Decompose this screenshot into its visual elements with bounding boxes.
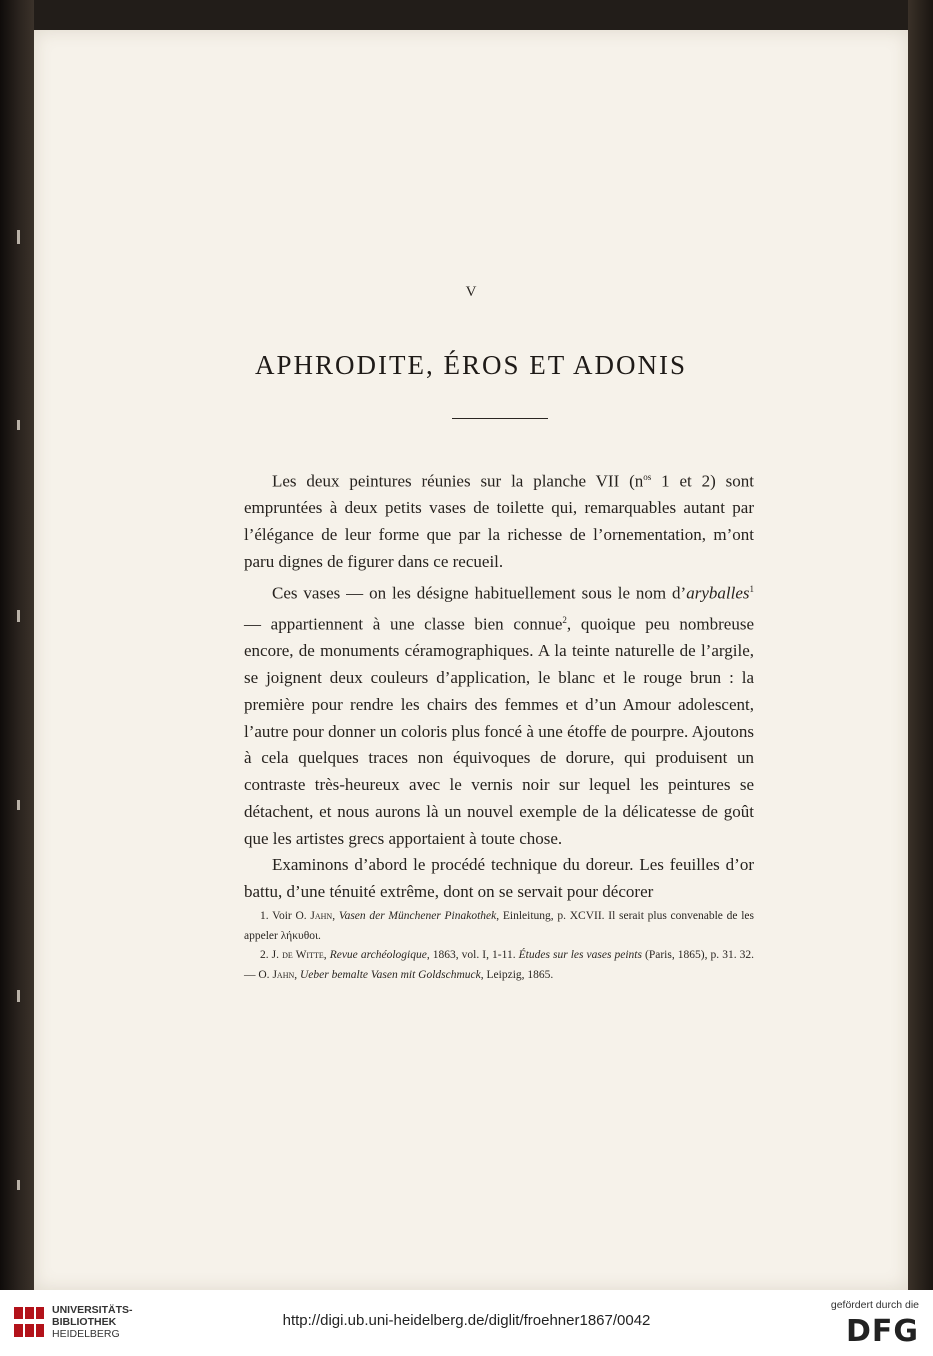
text-segment: (Paris, 1865), p. 31. 32. — O.	[244, 949, 754, 981]
binding-stitch	[17, 420, 20, 430]
text-segment: de Witte	[282, 949, 324, 961]
library-city: HEIDELBERG	[52, 1328, 120, 1340]
text-segment: Ueber bemalte Vasen mit Goldschmuck	[300, 968, 481, 981]
text-segment: Jahn	[272, 968, 295, 981]
chapter-number: V	[465, 284, 477, 300]
text-segment: Jahn	[310, 910, 333, 922]
text-segment: ,	[332, 910, 339, 922]
page-edge	[908, 0, 933, 1290]
book-binding	[0, 0, 34, 1290]
text-segment: , quoique peu nombreuse encore, de monuments céramographiques. A la teinte naturelle de l’argile, se joignent deux couleurs d’application, le blanc et le rouge brun : la première pour rendre les chairs des femmes et d’un Amour adolescent, l’autre pour donner un coloris plus foncé à une étoffe de pourpre. Ajoutons à cela quelques traces non équivoques de dorure, qui produisent un contraste très-heureux avec le vernis noir sur lequel les peintures se détachent, et nous aurons là un nouvel exemple de la délicatesse de goût que les artistes grecs apportaient à toute chose.	[244, 614, 755, 848]
viewer-footer	[0, 1290, 933, 1356]
body-paragraph	[244, 576, 754, 853]
body-paragraph	[244, 852, 754, 906]
text-segment: , Einleitung, p. XCVII. Il serait plus convenable de les appeler λήκυθοι.	[244, 910, 754, 942]
text-segment: Vasen der Münchener Pinakothek	[338, 910, 497, 922]
footnote	[244, 946, 754, 985]
binding-stitch	[17, 610, 20, 622]
sponsor-caption: gefördert durch die	[830, 1299, 919, 1311]
text-segment: 1 et 2) sont empruntées à deux petits vases de toilette qui, remarquables autant par l’élégance de leur forme que par la richesse de l’ornementation, m’ont paru dignes de figurer dans ce recueil.	[244, 471, 754, 571]
footnote-marker: os	[643, 472, 652, 482]
dfg-logo: DFG	[845, 1314, 919, 1349]
text-segment: ,	[323, 949, 330, 961]
text-segment: 2. J.	[260, 949, 283, 961]
text-segment: Examinons d’abord le procédé technique du doreur. Les feuilles d’or battu, d’une ténuité extrême, dont on se servait pour décorer	[244, 855, 754, 902]
text-segment: Les deux peintures réunies sur la planche VII (n	[272, 471, 644, 491]
library-name-line2: BIBLIOTHEK	[52, 1316, 117, 1328]
text-segment: , 1863, vol. I, 1-11.	[426, 949, 519, 961]
footnote	[244, 907, 754, 946]
binding-stitch	[17, 800, 20, 810]
text-segment: Études sur les vases peints	[518, 949, 642, 961]
library-name-line1: UNIVERSITÄTS-	[52, 1304, 133, 1316]
text-segment: aryballes	[686, 583, 750, 603]
footnote-marker: 1	[749, 583, 754, 594]
text-segment: — appartiennent à une classe bien connue	[244, 614, 563, 634]
body-text	[244, 464, 754, 906]
body-paragraph	[244, 464, 754, 576]
text-segment: Ces vases — on les désigne habituellement sous le nom d’	[272, 583, 687, 603]
title-rule	[452, 418, 548, 419]
page-url-link[interactable]: http://digi.ub.uni-heidelberg.de/diglit/froehner1867/0042	[282, 1312, 651, 1329]
text-segment: ,	[294, 968, 300, 981]
text-segment: , Leipzig, 1865.	[480, 968, 554, 981]
binding-stitch	[17, 230, 20, 244]
text-segment: Revue archéologique	[329, 949, 427, 961]
binding-stitch	[17, 1180, 20, 1190]
footnotes	[244, 907, 754, 985]
footnote-marker: 2	[562, 615, 567, 626]
chapter-title: APHRODITE, ÉROS ET ADONIS	[254, 350, 688, 380]
binding-stitch	[17, 990, 20, 1002]
text-segment: 1. Voir O.	[260, 910, 311, 922]
